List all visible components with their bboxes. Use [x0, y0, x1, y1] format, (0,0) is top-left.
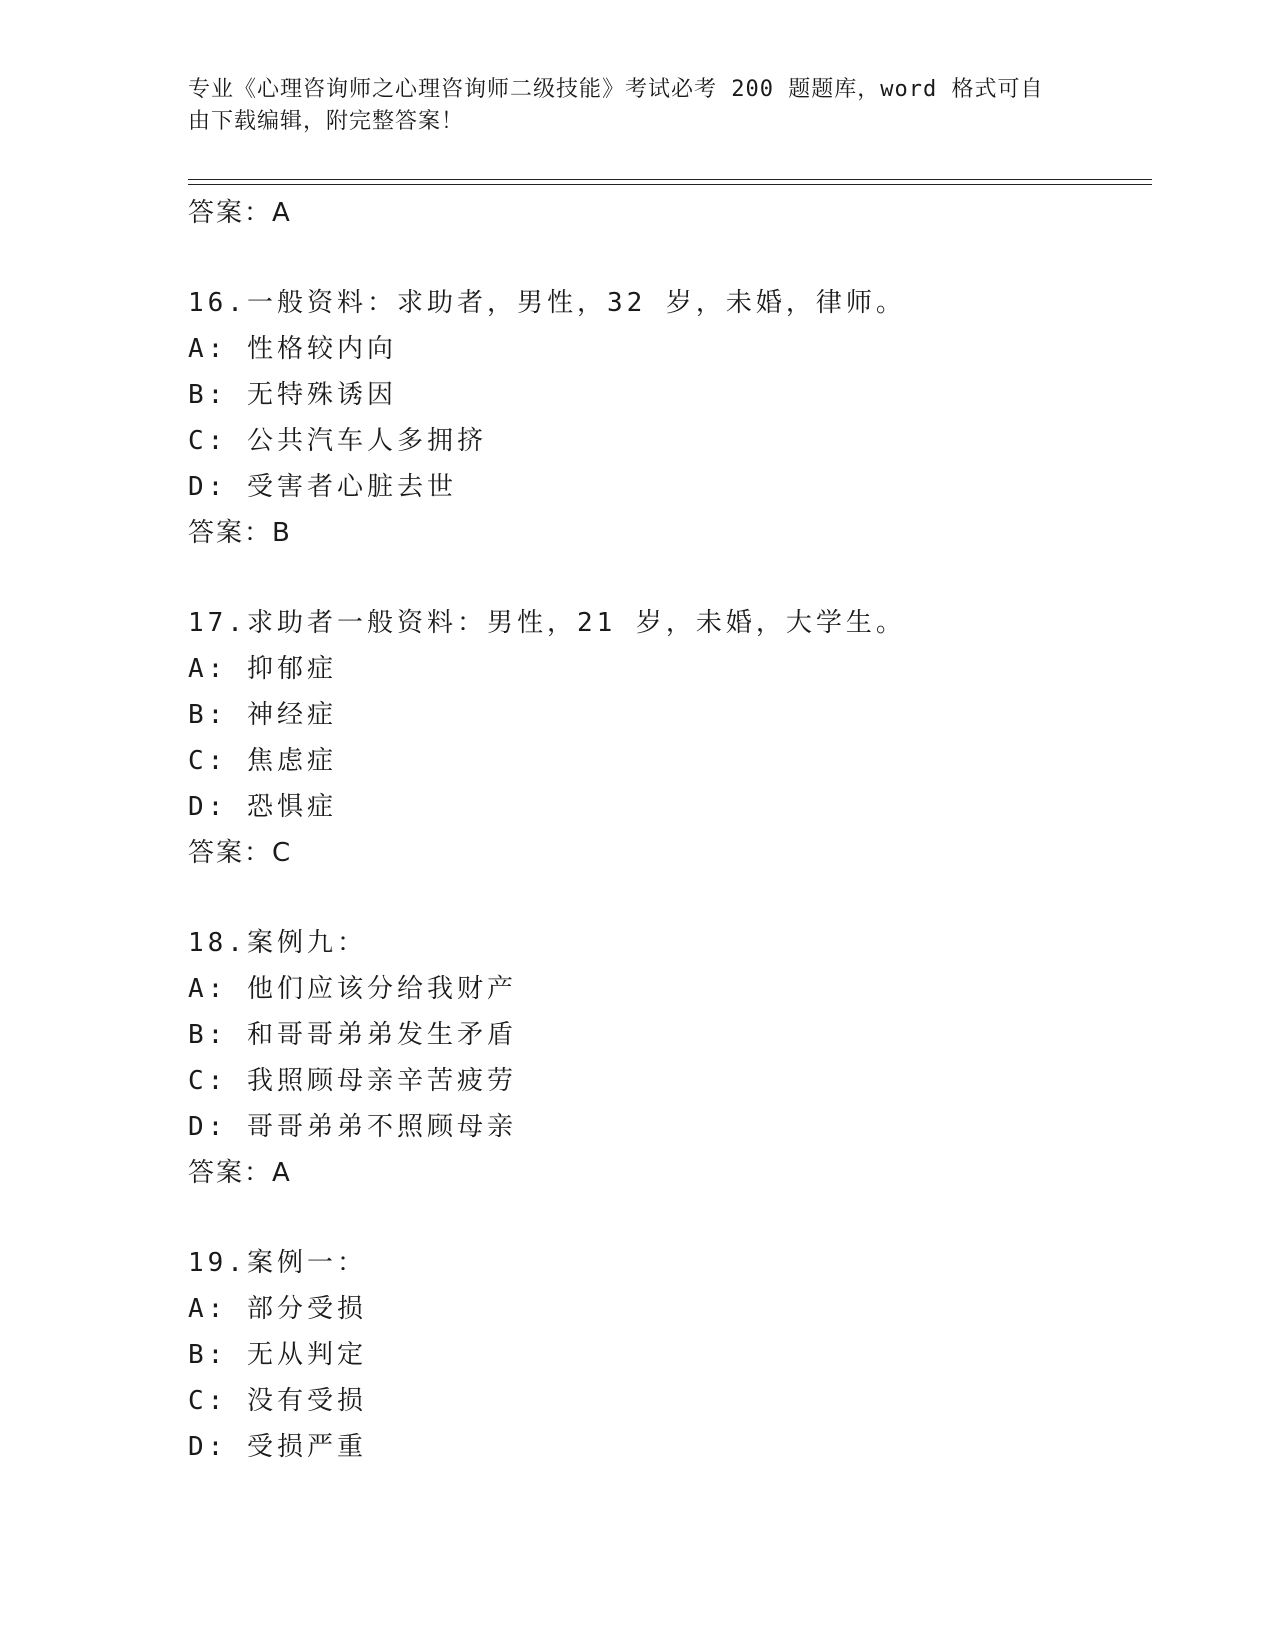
question-stem: 17.求助者一般资料：男性，21 岁，未婚，大学生。	[188, 608, 906, 638]
option-d: D: 受害者心脏去世	[188, 472, 457, 502]
option-c: C: 焦虑症	[188, 746, 337, 776]
spacer	[188, 876, 1148, 920]
option-b: B: 和哥哥弟弟发生矛盾	[188, 1020, 517, 1050]
option-d: D: 哥哥弟弟不照顾母亲	[188, 1112, 517, 1142]
document-header	[188, 74, 1068, 138]
question-stem: 19.案例一：	[188, 1248, 367, 1278]
question-17	[188, 600, 1148, 876]
option-c: C: 没有受损	[188, 1386, 367, 1416]
header-line-2: 由下载编辑，附完整答案！	[188, 109, 465, 134]
question-list	[188, 190, 1148, 1470]
option-c: C: 我照顾母亲辛苦疲劳	[188, 1066, 517, 1096]
option-a: A: 抑郁症	[188, 654, 337, 684]
answer-label: 答案：C	[188, 838, 293, 868]
spacer	[188, 556, 1148, 600]
option-b: B: 无特殊诱因	[188, 380, 397, 410]
question-stem: 16.一般资料：求助者，男性，32 岁，未婚，律师。	[188, 288, 906, 318]
spacer	[188, 1196, 1148, 1240]
previous-answer: 答案：A	[188, 198, 292, 228]
question-16	[188, 280, 1148, 556]
option-d: D: 受损严重	[188, 1432, 367, 1462]
header-divider-top	[188, 179, 1152, 180]
option-b: B: 神经症	[188, 700, 337, 730]
option-a: A: 性格较内向	[188, 334, 397, 364]
option-b: B: 无从判定	[188, 1340, 367, 1370]
answer-label: 答案：A	[188, 1158, 292, 1188]
question-18	[188, 920, 1148, 1196]
answer-label: 答案：B	[188, 518, 292, 548]
header-line-1: 专业《心理咨询师之心理咨询师二级技能》考试必考 200 题题库，word 格式可自	[188, 77, 1044, 102]
spacer	[188, 236, 1148, 280]
option-c: C: 公共汽车人多拥挤	[188, 426, 487, 456]
option-d: D: 恐惧症	[188, 792, 337, 822]
option-a: A: 他们应该分给我财产	[188, 974, 517, 1004]
header-divider-bottom	[188, 184, 1152, 185]
question-19	[188, 1240, 1148, 1470]
question-stem: 18.案例九：	[188, 928, 367, 958]
option-a: A: 部分受损	[188, 1294, 367, 1324]
